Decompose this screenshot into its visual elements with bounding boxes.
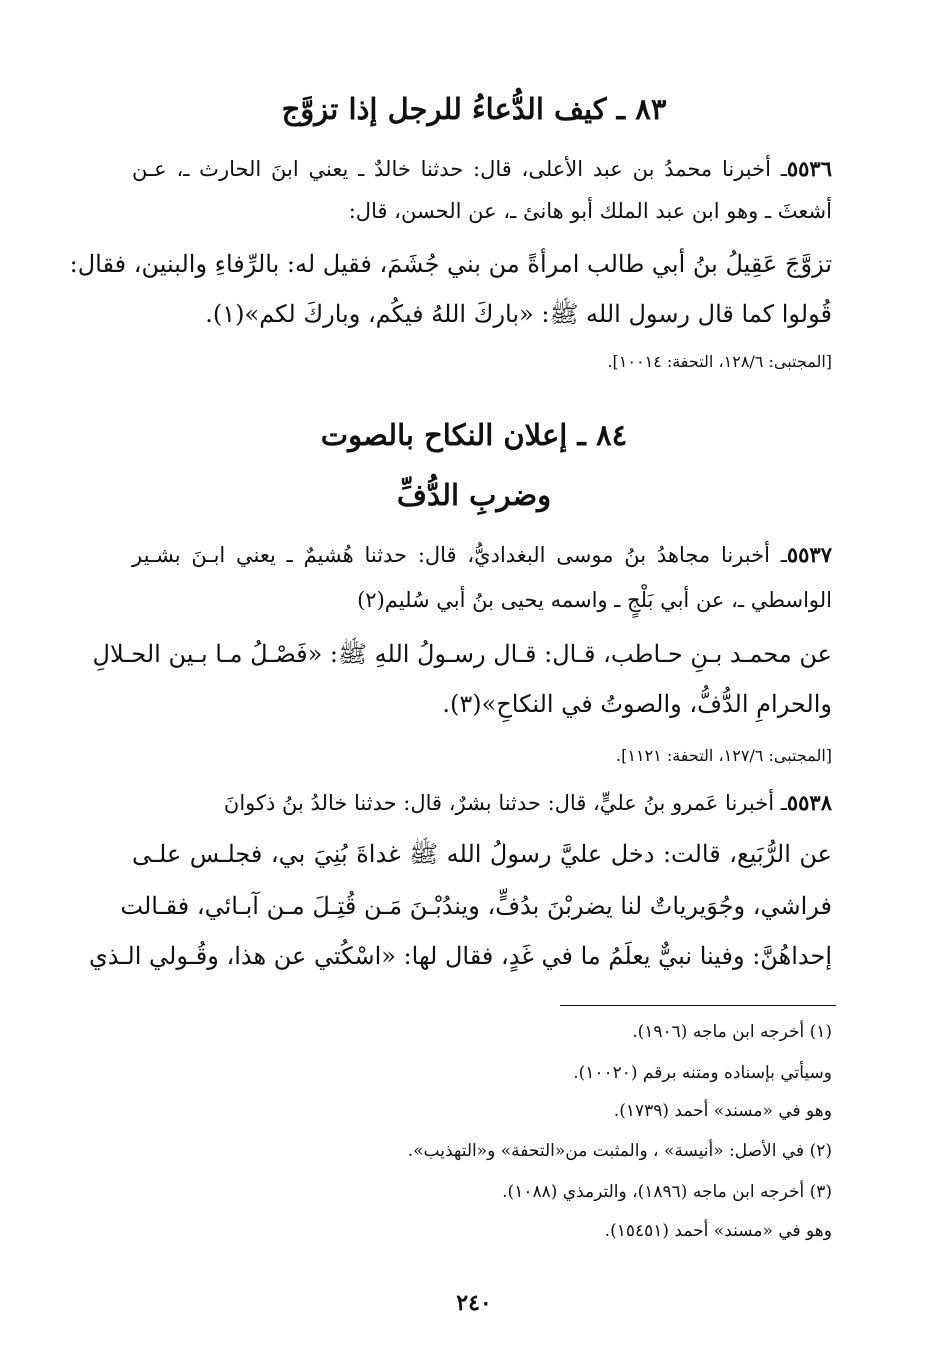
hadith-number: ٥٥٣٦: [786, 156, 832, 181]
chapter-heading-83: ٨٣ ـ كيف الدُّعاءُ للرجل إذا تزوَّج: [281, 92, 667, 126]
page-number: ٢٤٠: [456, 1290, 492, 1316]
hadith-5537-isnad-line-2: الواسطي ـ، عن أبي بَلْجٍ ـ واسمه يحيى بنُ أبي سُليم(٢): [357, 588, 832, 612]
footnote-3-continued: وهو في «مسند» أحمد (١٥٤٥١).: [604, 1221, 832, 1241]
hadith-5536-isnad-line-1: ٥٥٣٦ـ أخبرنا محمدُ بن عبد الأعلى، قال: حدثنا خالدٌ ـ يعني ابنَ الحارث ـ، عـن: [132, 156, 832, 181]
chapter-heading-84-line-1: ٨٤ ـ إعلان النكاح بالصوت: [320, 418, 628, 452]
hadith-5538-isnad-line-1: ٥٥٣٨ـ أخبرنا عَمرو بنُ عليٍّ، قال: حدثنا بشرٌ، قال: حدثنا خالدُ بنُ ذكوانَ: [223, 790, 832, 815]
hadith-5536-text-line-2: قُولوا كما قال رسول الله ﷺ: «باركَ اللهُ فيكُم، وباركَ لكم»(١).: [205, 300, 832, 328]
hadith-5536-isnad-line-2: أشعثَ ـ وهو ابن عبد الملك أبو هانئ ـ، عن الحسن، قال:: [348, 199, 832, 223]
footnote-1-continued: وسيأتي بإسناده ومتنه برقم (١٠٠٢٠).: [573, 1063, 832, 1083]
hadith-number: ٥٥٣٧: [786, 542, 832, 567]
hadith-5537-text-line-1: عن محمـد بـنِ حـاطب، قـال: قـال رسـولُ اللهِ ﷺ: «فَصْـلُ مـا بـين الحـلالِ: [92, 640, 832, 668]
chapter-heading-84-line-2: وضربِ الدُّفِّ: [396, 478, 552, 512]
hadith-5538-text-line-1: عن الرُّبَيع، قالت: دخل عليَّ رسولُ الله ﷺ غداةَ بُنِيَ بي، فجلـس علـى: [132, 840, 832, 868]
footnote-2: (٢) في الأصل: «أنيسة» ، والمثبت من«التحفة» و«التهذيب».: [407, 1141, 832, 1161]
hadith-5538-text-line-3: إحداهُنَّ: وفينا نبيٌّ يعلَمُ ما في غَدٍ، فقال لها: «اسْكُتي عن هذا، وقُـولي الـذي: [88, 942, 832, 970]
hadith-5537-reference: [المجتبى: ١٢٧/٦، التحفة: ١١٢١].: [616, 746, 832, 765]
hadith-number: ٥٥٣٨: [786, 790, 832, 815]
hadith-5536-text-line-1: تزوَّجَ عَقِيلُ بنُ أبي طالب امرأةً من بني جُشَمَ، فقيل له: بالرِّفاءِ والبنين، فقال:: [69, 250, 832, 278]
hadith-5537-isnad-line-1: ٥٥٣٧ـ أخبرنا مجاهدُ بنُ موسى البغداديُّ، قال: حدثنا هُشيمٌ ـ يعني ابـنَ بشـير: [132, 542, 832, 567]
hadith-5538-text-line-2: فراشي، وجُوَيرياتٌ لنا يضربْنَ بدُفٍّ، ويندُبْـنَ مَـن قُتِـلَ مـن آبـائي، فقـالت: [120, 892, 832, 920]
footnote-3: (٣) أخرجه ابن ماجه (١٨٩٦)، والترمذي (١٠٨٨).: [502, 1182, 832, 1202]
footnote-1: (١) أخرجه ابن ماجه (١٩٠٦).: [632, 1022, 832, 1042]
footnote-1-continued: وهو في «مسند» أحمد (١٧٣٩).: [613, 1101, 832, 1121]
footnote-divider: [560, 1005, 836, 1006]
hadith-5536-reference: [المجتبى: ١٢٨/٦، التحفة: ١٠٠١٤].: [607, 352, 832, 371]
hadith-5537-text-line-2: والحرامِ الدُّفُّ، والصوتُ في النكاحِ»(٣).: [442, 690, 832, 718]
